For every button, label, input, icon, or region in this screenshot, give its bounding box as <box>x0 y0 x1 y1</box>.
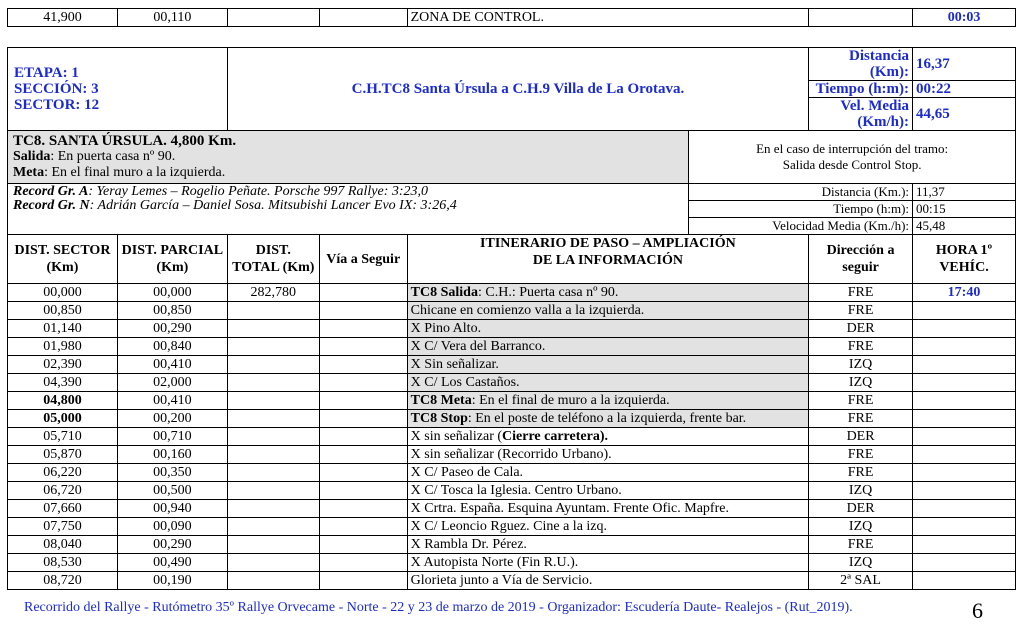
dist-sector-cell: 41,900 <box>8 9 118 27</box>
dist-parcial-cell: 00,290 <box>117 536 227 554</box>
dist-total-cell <box>227 9 319 27</box>
hora-cell <box>913 338 1016 356</box>
alt-tiempo-label: Tiempo (h:m): <box>689 201 913 218</box>
dist-sector-cell: 07,660 <box>8 500 118 518</box>
dist-parcial-cell: 02,000 <box>117 374 227 392</box>
footer-text: Recorrido del Rallye - Rutómetro 35º Rallye Orvecame - Norte - 22 y 23 de marzo de 2019 - Organizador: Escudería Daute- Realejos - (Rut_2019). <box>24 600 853 615</box>
via-cell <box>319 284 407 302</box>
hora-cell <box>913 374 1016 392</box>
column-header-row <box>8 235 1016 284</box>
dist-total-cell: 282,780 <box>227 284 319 302</box>
dist-parcial-cell: 00,290 <box>117 320 227 338</box>
hora-cell <box>913 464 1016 482</box>
direction-cell: DER <box>809 500 913 518</box>
via-cell <box>319 536 407 554</box>
dist-sector-cell: 00,850 <box>8 302 118 320</box>
dist-total-cell <box>227 446 319 464</box>
itinerary-cell: X Pino Alto. <box>407 320 808 338</box>
table-row <box>8 410 1016 428</box>
info-cell: ZONA DE CONTROL. <box>407 9 809 27</box>
sector-label: SECTOR: 12 <box>14 97 100 113</box>
hora-cell <box>913 428 1016 446</box>
via-cell <box>319 464 407 482</box>
table-row <box>8 338 1016 356</box>
dist-sector-cell: 06,720 <box>8 482 118 500</box>
dist-sector-cell: 08,040 <box>8 536 118 554</box>
hora-cell: 17:40 <box>913 284 1016 302</box>
via-cell <box>319 374 407 392</box>
route-title: C.H.TC8 Santa Úrsula a C.H.9 Villa de La Orotava. <box>227 48 808 131</box>
table-row <box>8 518 1016 536</box>
itinerary-cell: Chicane en comienzo valla a la izquierda. <box>407 302 808 320</box>
page-number: 6 <box>972 598 983 623</box>
hora-cell <box>913 302 1016 320</box>
dist-total-cell <box>227 338 319 356</box>
via-cell <box>319 356 407 374</box>
previous-row-table <box>7 8 1016 27</box>
dist-parcial-cell: 00,850 <box>117 302 227 320</box>
col-itinerario: ITINERARIO DE PASO – AMPLIACIÓN DE LA INFORMACIÓN <box>407 235 808 284</box>
direction-cell: FRE <box>809 302 913 320</box>
via-cell <box>319 554 407 572</box>
direction-cell: IZQ <box>809 356 913 374</box>
dist-total-cell <box>227 464 319 482</box>
tc-summary <box>8 131 689 184</box>
dist-sector-cell: 04,800 <box>8 392 118 410</box>
itinerary-cell: TC8 Salida: C.H.: Puerta casa nº 90. <box>407 284 808 302</box>
itinerary-cell: Glorieta junto a Vía de Servicio. <box>407 572 808 590</box>
dist-parcial-cell: 00,410 <box>117 392 227 410</box>
tc-info-row <box>8 131 1016 184</box>
dist-total-cell <box>227 428 319 446</box>
stage-info <box>8 48 228 131</box>
records <box>8 184 689 235</box>
dist-sector-cell: 04,390 <box>8 374 118 392</box>
hora-cell <box>913 482 1016 500</box>
table-row <box>8 482 1016 500</box>
hora-cell <box>913 410 1016 428</box>
table-row <box>8 9 1016 27</box>
direction-cell: FRE <box>809 464 913 482</box>
hora-cell <box>913 446 1016 464</box>
itinerary-cell: X C/ Los Castaños. <box>407 374 808 392</box>
itinerary-cell: X Sin señalizar. <box>407 356 808 374</box>
via-cell <box>319 572 407 590</box>
direction-cell: IZQ <box>809 482 913 500</box>
hora-cell: 00:03 <box>913 9 1016 27</box>
record-row <box>8 184 1016 201</box>
via-cell <box>319 482 407 500</box>
dist-parcial-cell: 00,200 <box>117 410 227 428</box>
direction-cell: 2ª SAL <box>809 572 913 590</box>
dist-total-cell <box>227 392 319 410</box>
hora-cell <box>913 518 1016 536</box>
hora-cell <box>913 554 1016 572</box>
sector-header-row <box>8 48 1016 81</box>
alt-vel-value: 45,48 <box>913 218 1016 235</box>
via-cell <box>319 500 407 518</box>
via-cell <box>319 446 407 464</box>
itinerary-cell: X C/ Paseo de Cala. <box>407 464 808 482</box>
table-row <box>8 572 1016 590</box>
table-row <box>8 464 1016 482</box>
hora-cell <box>913 536 1016 554</box>
dist-total-cell <box>227 500 319 518</box>
itinerary-cell: X Autopista Norte (Fin R.U.). <box>407 554 808 572</box>
dist-parcial-cell: 00,000 <box>117 284 227 302</box>
distancia-label: Distancia (Km): <box>809 48 913 81</box>
dist-total-cell <box>227 302 319 320</box>
via-cell <box>319 392 407 410</box>
tiempo-value: 00:22 <box>913 81 1016 98</box>
dist-total-cell <box>227 410 319 428</box>
table-row <box>8 374 1016 392</box>
dist-parcial-cell: 00,350 <box>117 464 227 482</box>
itinerary-cell: X C/ Leoncio Rguez. Cine a la izq. <box>407 518 808 536</box>
dist-parcial-cell: 00,160 <box>117 446 227 464</box>
dist-sector-cell: 07,750 <box>8 518 118 536</box>
itinerary-cell: X sin señalizar (Recorrido Urbano). <box>407 446 808 464</box>
dir-cell <box>809 9 913 27</box>
tc-salida: Salida: En puerta casa nº 90. <box>13 149 176 164</box>
dist-total-cell <box>227 572 319 590</box>
table-row <box>8 356 1016 374</box>
via-cell <box>319 320 407 338</box>
dist-total-cell <box>227 320 319 338</box>
via-cell <box>319 302 407 320</box>
seccion-label: SECCIÓN: 3 <box>14 81 99 97</box>
dist-total-cell <box>227 518 319 536</box>
dist-sector-cell: 06,220 <box>8 464 118 482</box>
table-row <box>8 284 1016 302</box>
via-cell <box>319 9 407 27</box>
dist-sector-cell: 01,980 <box>8 338 118 356</box>
itinerary-cell: X Rambla Dr. Pérez. <box>407 536 808 554</box>
dist-sector-cell: 01,140 <box>8 320 118 338</box>
direction-cell: FRE <box>809 446 913 464</box>
col-dist-parcial: DIST. PARCIAL (Km) <box>117 235 227 284</box>
dist-sector-cell: 00,000 <box>8 284 118 302</box>
dist-parcial-cell: 00,490 <box>117 554 227 572</box>
table-row <box>8 446 1016 464</box>
record-gr-n: Record Gr. N: Adrián García – Daniel Sosa. Mitsubishi Lancer Evo IX: 3:26,4 <box>13 198 457 213</box>
hora-cell <box>913 392 1016 410</box>
dist-parcial-cell: 00,090 <box>117 518 227 536</box>
alt-distancia-label: Distancia (Km.): <box>689 184 913 201</box>
sector-table <box>7 47 1016 590</box>
dist-sector-cell: 08,530 <box>8 554 118 572</box>
hora-cell <box>913 356 1016 374</box>
itinerary-rows <box>8 284 1016 590</box>
record-gr-a: Record Gr. A: Yeray Lemes – Rogelio Peñate. Porsche 997 Rallye: 3:23,0 <box>13 184 429 199</box>
itinerary-cell: X sin señalizar (Cierre carretera). <box>407 428 808 446</box>
itinerary-cell: TC8 Meta: En el final de muro a la izquierda. <box>407 392 808 410</box>
col-direccion: Dirección a seguir <box>809 235 913 284</box>
dist-parcial-cell: 00,110 <box>117 9 227 27</box>
table-row <box>8 302 1016 320</box>
vel-label: Vel. Media (Km/h): <box>809 98 913 131</box>
direction-cell: FRE <box>809 536 913 554</box>
direction-cell: FRE <box>809 338 913 356</box>
itinerary-cell: X C/ Vera del Barranco. <box>407 338 808 356</box>
dist-parcial-cell: 00,940 <box>117 500 227 518</box>
via-cell <box>319 428 407 446</box>
dist-total-cell <box>227 536 319 554</box>
dist-parcial-cell: 00,410 <box>117 356 227 374</box>
dist-sector-cell: 05,000 <box>8 410 118 428</box>
distancia-value: 16,37 <box>913 48 1016 81</box>
direction-cell: IZQ <box>809 374 913 392</box>
itinerary-cell: X Crtra. España. Esquina Ayuntam. Frente Ofic. Mapfre. <box>407 500 808 518</box>
dist-parcial-cell: 00,710 <box>117 428 227 446</box>
table-row <box>8 536 1016 554</box>
direction-cell: DER <box>809 320 913 338</box>
via-cell <box>319 338 407 356</box>
table-row <box>8 554 1016 572</box>
col-dist-sector: DIST. SECTOR (Km) <box>8 235 118 284</box>
col-dist-total: DIST. TOTAL (Km) <box>227 235 319 284</box>
direction-cell: FRE <box>809 410 913 428</box>
hora-cell <box>913 320 1016 338</box>
table-row <box>8 500 1016 518</box>
dist-total-cell <box>227 482 319 500</box>
direction-cell: IZQ <box>809 554 913 572</box>
col-via: Vía a Seguir <box>319 235 407 284</box>
tc-title: TC8. SANTA ÚRSULA. 4,800 Km. <box>13 133 237 149</box>
table-row <box>8 428 1016 446</box>
via-cell <box>319 410 407 428</box>
col-hora: HORA 1º VEHÍC. <box>913 235 1016 284</box>
itinerary-cell: X C/ Tosca la Iglesia. Centro Urbano. <box>407 482 808 500</box>
direction-cell: DER <box>809 428 913 446</box>
hora-cell <box>913 572 1016 590</box>
dist-total-cell <box>227 554 319 572</box>
dist-parcial-cell: 00,190 <box>117 572 227 590</box>
etapa-label: ETAPA: 1 <box>14 65 79 81</box>
direction-cell: FRE <box>809 392 913 410</box>
direction-cell: FRE <box>809 284 913 302</box>
tiempo-label: Tiempo (h:m): <box>809 81 913 98</box>
dist-sector-cell: 05,870 <box>8 446 118 464</box>
dist-sector-cell: 02,390 <box>8 356 118 374</box>
table-row <box>8 320 1016 338</box>
dist-sector-cell: 05,710 <box>8 428 118 446</box>
dist-parcial-cell: 00,500 <box>117 482 227 500</box>
dist-sector-cell: 08,720 <box>8 572 118 590</box>
dist-total-cell <box>227 356 319 374</box>
direction-cell: IZQ <box>809 518 913 536</box>
via-cell <box>319 518 407 536</box>
vel-value: 44,65 <box>913 98 1016 131</box>
alt-distancia-value: 11,37 <box>913 184 1016 201</box>
interrupt-note: En el caso de interrupción del tramo: Salida desde Control Stop. <box>689 131 1016 184</box>
hora-cell <box>913 500 1016 518</box>
alt-tiempo-value: 00:15 <box>913 201 1016 218</box>
itinerary-cell: TC8 Stop: En el poste de teléfono a la izquierda, frente bar. <box>407 410 808 428</box>
table-row <box>8 392 1016 410</box>
tc-meta: Meta: En el final muro a la izquierda. <box>13 165 226 180</box>
dist-parcial-cell: 00,840 <box>117 338 227 356</box>
alt-vel-label: Velocidad Media (Km./h): <box>689 218 913 235</box>
dist-total-cell <box>227 374 319 392</box>
